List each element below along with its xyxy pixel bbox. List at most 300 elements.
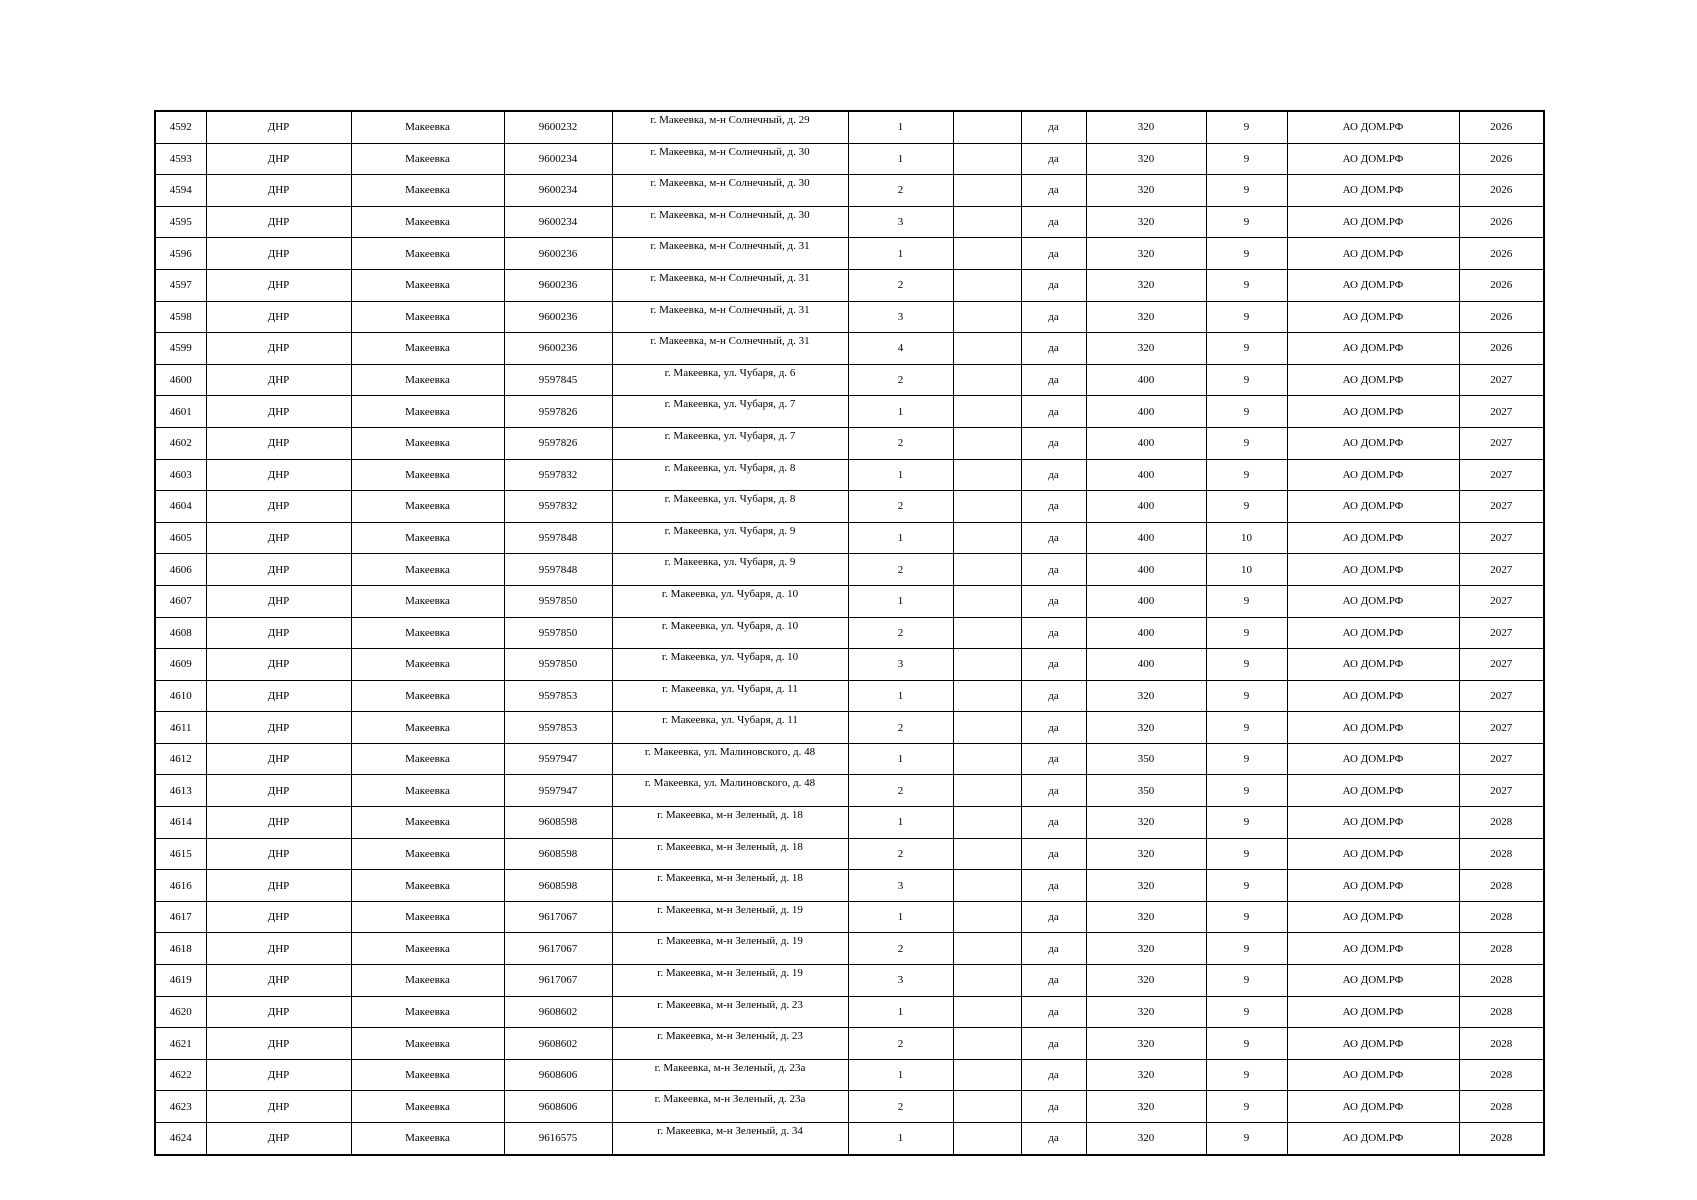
address-cell: г. Макеевка, ул. Малиновского, д. 48 <box>612 743 848 775</box>
empty-cell <box>953 933 1021 965</box>
region-cell: ДНР <box>206 459 351 491</box>
value-cell: 320 <box>1086 333 1206 365</box>
year-cell: 2028 <box>1459 807 1544 839</box>
value-cell: 320 <box>1086 870 1206 902</box>
value-cell: 400 <box>1086 522 1206 554</box>
entrance-cell: 1 <box>848 901 953 933</box>
entrance-cell: 1 <box>848 522 953 554</box>
entrance-cell: 1 <box>848 1123 953 1155</box>
row-number-cell: 4592 <box>155 111 206 143</box>
address-cell: г. Макеевка, ул. Чубаря, д. 9 <box>612 522 848 554</box>
row-number-cell: 4613 <box>155 775 206 807</box>
city-cell: Макеевка <box>351 301 504 333</box>
table-row <box>155 933 1544 965</box>
flag-cell: да <box>1021 396 1086 428</box>
house-id-cell: 9600236 <box>504 301 612 333</box>
count-cell: 9 <box>1206 649 1287 681</box>
flag-cell: да <box>1021 649 1086 681</box>
address-cell: г. Макеевка, м-н Солнечный, д. 31 <box>612 238 848 270</box>
region-cell: ДНР <box>206 491 351 523</box>
year-cell: 2028 <box>1459 933 1544 965</box>
empty-cell <box>953 143 1021 175</box>
value-cell: 350 <box>1086 743 1206 775</box>
region-cell: ДНР <box>206 870 351 902</box>
address-cell: г. Макеевка, м-н Зеленый, д. 18 <box>612 807 848 839</box>
house-id-cell: 9617067 <box>504 933 612 965</box>
row-number-cell: 4614 <box>155 807 206 839</box>
empty-cell <box>953 775 1021 807</box>
count-cell: 9 <box>1206 111 1287 143</box>
value-cell: 320 <box>1086 901 1206 933</box>
year-cell: 2027 <box>1459 554 1544 586</box>
year-cell: 2028 <box>1459 1028 1544 1060</box>
house-id-cell: 9600234 <box>504 143 612 175</box>
year-cell: 2027 <box>1459 522 1544 554</box>
empty-cell <box>953 680 1021 712</box>
empty-cell <box>953 396 1021 428</box>
entrance-cell: 1 <box>848 143 953 175</box>
region-cell: ДНР <box>206 775 351 807</box>
empty-cell <box>953 459 1021 491</box>
count-cell: 9 <box>1206 364 1287 396</box>
operator-cell: АО ДОМ.РФ <box>1287 269 1459 301</box>
city-cell: Макеевка <box>351 680 504 712</box>
count-cell: 9 <box>1206 333 1287 365</box>
entrance-cell: 2 <box>848 933 953 965</box>
region-cell: ДНР <box>206 1123 351 1155</box>
empty-cell <box>953 649 1021 681</box>
row-number-cell: 4622 <box>155 1059 206 1091</box>
count-cell: 9 <box>1206 712 1287 744</box>
year-cell: 2026 <box>1459 111 1544 143</box>
house-id-cell: 9617067 <box>504 901 612 933</box>
empty-cell <box>953 269 1021 301</box>
address-cell: г. Макеевка, м-н Зеленый, д. 23а <box>612 1059 848 1091</box>
value-cell: 320 <box>1086 680 1206 712</box>
entrance-cell: 2 <box>848 491 953 523</box>
house-id-cell: 9597853 <box>504 680 612 712</box>
year-cell: 2028 <box>1459 838 1544 870</box>
address-cell: г. Макеевка, ул. Чубаря, д. 7 <box>612 396 848 428</box>
table-row <box>155 617 1544 649</box>
city-cell: Макеевка <box>351 522 504 554</box>
flag-cell: да <box>1021 838 1086 870</box>
house-id-cell: 9597826 <box>504 396 612 428</box>
year-cell: 2026 <box>1459 333 1544 365</box>
address-cell: г. Макеевка, м-н Солнечный, д. 31 <box>612 269 848 301</box>
city-cell: Макеевка <box>351 617 504 649</box>
year-cell: 2027 <box>1459 491 1544 523</box>
region-cell: ДНР <box>206 143 351 175</box>
table-row <box>155 333 1544 365</box>
region-cell: ДНР <box>206 649 351 681</box>
row-number-cell: 4599 <box>155 333 206 365</box>
city-cell: Макеевка <box>351 459 504 491</box>
city-cell: Макеевка <box>351 933 504 965</box>
address-cell: г. Макеевка, ул. Чубаря, д. 11 <box>612 712 848 744</box>
address-cell: г. Макеевка, м-н Зеленый, д. 18 <box>612 838 848 870</box>
value-cell: 320 <box>1086 1059 1206 1091</box>
city-cell: Макеевка <box>351 965 504 997</box>
region-cell: ДНР <box>206 585 351 617</box>
entrance-cell: 3 <box>848 965 953 997</box>
address-cell: г. Макеевка, м-н Солнечный, д. 29 <box>612 111 848 143</box>
region-cell: ДНР <box>206 238 351 270</box>
entrance-cell: 2 <box>848 617 953 649</box>
count-cell: 9 <box>1206 1059 1287 1091</box>
count-cell: 9 <box>1206 680 1287 712</box>
house-id-cell: 9600236 <box>504 269 612 301</box>
year-cell: 2026 <box>1459 238 1544 270</box>
entrance-cell: 1 <box>848 743 953 775</box>
empty-cell <box>953 585 1021 617</box>
table-row <box>155 364 1544 396</box>
address-cell: г. Макеевка, м-н Зеленый, д. 19 <box>612 933 848 965</box>
empty-cell <box>953 838 1021 870</box>
flag-cell: да <box>1021 111 1086 143</box>
empty-cell <box>953 743 1021 775</box>
row-number-cell: 4603 <box>155 459 206 491</box>
house-id-cell: 9600234 <box>504 206 612 238</box>
value-cell: 320 <box>1086 965 1206 997</box>
address-cell: г. Макеевка, ул. Чубаря, д. 9 <box>612 554 848 586</box>
region-cell: ДНР <box>206 206 351 238</box>
city-cell: Макеевка <box>351 1091 504 1123</box>
flag-cell: да <box>1021 333 1086 365</box>
year-cell: 2028 <box>1459 965 1544 997</box>
entrance-cell: 1 <box>848 807 953 839</box>
count-cell: 9 <box>1206 206 1287 238</box>
count-cell: 9 <box>1206 396 1287 428</box>
region-cell: ДНР <box>206 111 351 143</box>
entrance-cell: 1 <box>848 1059 953 1091</box>
house-id-cell: 9600236 <box>504 238 612 270</box>
address-cell: г. Макеевка, м-н Зеленый, д. 19 <box>612 965 848 997</box>
house-id-cell: 9597947 <box>504 775 612 807</box>
region-cell: ДНР <box>206 396 351 428</box>
empty-cell <box>953 1123 1021 1155</box>
empty-cell <box>953 522 1021 554</box>
region-cell: ДНР <box>206 333 351 365</box>
empty-cell <box>953 1091 1021 1123</box>
house-id-cell: 9608598 <box>504 807 612 839</box>
data-table <box>154 110 1545 1156</box>
entrance-cell: 2 <box>848 838 953 870</box>
year-cell: 2026 <box>1459 143 1544 175</box>
house-id-cell: 9597826 <box>504 427 612 459</box>
address-cell: г. Макеевка, ул. Чубаря, д. 7 <box>612 427 848 459</box>
table-row <box>155 111 1544 143</box>
city-cell: Макеевка <box>351 1123 504 1155</box>
city-cell: Макеевка <box>351 585 504 617</box>
operator-cell: АО ДОМ.РФ <box>1287 1091 1459 1123</box>
address-cell: г. Макеевка, ул. Чубаря, д. 6 <box>612 364 848 396</box>
table-body <box>155 111 1544 1155</box>
address-cell: г. Макеевка, м-н Солнечный, д. 31 <box>612 333 848 365</box>
year-cell: 2026 <box>1459 301 1544 333</box>
operator-cell: АО ДОМ.РФ <box>1287 996 1459 1028</box>
entrance-cell: 1 <box>848 238 953 270</box>
entrance-cell: 2 <box>848 427 953 459</box>
value-cell: 320 <box>1086 712 1206 744</box>
address-cell: г. Макеевка, ул. Чубаря, д. 10 <box>612 585 848 617</box>
city-cell: Макеевка <box>351 364 504 396</box>
row-number-cell: 4624 <box>155 1123 206 1155</box>
flag-cell: да <box>1021 1028 1086 1060</box>
operator-cell: АО ДОМ.РФ <box>1287 965 1459 997</box>
count-cell: 9 <box>1206 617 1287 649</box>
house-id-cell: 9600234 <box>504 175 612 207</box>
city-cell: Макеевка <box>351 111 504 143</box>
year-cell: 2028 <box>1459 1123 1544 1155</box>
address-cell: г. Макеевка, ул. Чубаря, д. 10 <box>612 649 848 681</box>
flag-cell: да <box>1021 617 1086 649</box>
house-id-cell: 9608598 <box>504 838 612 870</box>
address-cell: г. Макеевка, ул. Чубаря, д. 8 <box>612 459 848 491</box>
city-cell: Макеевка <box>351 175 504 207</box>
row-number-cell: 4621 <box>155 1028 206 1060</box>
count-cell: 9 <box>1206 1123 1287 1155</box>
value-cell: 320 <box>1086 143 1206 175</box>
operator-cell: АО ДОМ.РФ <box>1287 175 1459 207</box>
empty-cell <box>953 175 1021 207</box>
empty-cell <box>953 206 1021 238</box>
empty-cell <box>953 712 1021 744</box>
city-cell: Макеевка <box>351 333 504 365</box>
city-cell: Макеевка <box>351 712 504 744</box>
value-cell: 400 <box>1086 649 1206 681</box>
flag-cell: да <box>1021 301 1086 333</box>
operator-cell: АО ДОМ.РФ <box>1287 238 1459 270</box>
city-cell: Макеевка <box>351 838 504 870</box>
count-cell: 9 <box>1206 459 1287 491</box>
address-cell: г. Макеевка, м-н Зеленый, д. 23 <box>612 996 848 1028</box>
entrance-cell: 3 <box>848 870 953 902</box>
house-id-cell: 9616575 <box>504 1123 612 1155</box>
region-cell: ДНР <box>206 1059 351 1091</box>
city-cell: Макеевка <box>351 554 504 586</box>
row-number-cell: 4611 <box>155 712 206 744</box>
flag-cell: да <box>1021 901 1086 933</box>
row-number-cell: 4600 <box>155 364 206 396</box>
table-row <box>155 269 1544 301</box>
empty-cell <box>953 333 1021 365</box>
table-row <box>155 491 1544 523</box>
row-number-cell: 4597 <box>155 269 206 301</box>
entrance-cell: 3 <box>848 649 953 681</box>
city-cell: Макеевка <box>351 775 504 807</box>
entrance-cell: 2 <box>848 712 953 744</box>
table-row <box>155 1091 1544 1123</box>
operator-cell: АО ДОМ.РФ <box>1287 459 1459 491</box>
city-cell: Макеевка <box>351 238 504 270</box>
address-cell: г. Макеевка, ул. Чубаря, д. 8 <box>612 491 848 523</box>
city-cell: Макеевка <box>351 206 504 238</box>
city-cell: Макеевка <box>351 743 504 775</box>
empty-cell <box>953 427 1021 459</box>
row-number-cell: 4593 <box>155 143 206 175</box>
empty-cell <box>953 491 1021 523</box>
flag-cell: да <box>1021 238 1086 270</box>
row-number-cell: 4594 <box>155 175 206 207</box>
city-cell: Макеевка <box>351 143 504 175</box>
flag-cell: да <box>1021 522 1086 554</box>
count-cell: 9 <box>1206 427 1287 459</box>
row-number-cell: 4608 <box>155 617 206 649</box>
flag-cell: да <box>1021 585 1086 617</box>
house-id-cell: 9597845 <box>504 364 612 396</box>
house-id-cell: 9608602 <box>504 1028 612 1060</box>
value-cell: 400 <box>1086 427 1206 459</box>
entrance-cell: 2 <box>848 175 953 207</box>
operator-cell: АО ДОМ.РФ <box>1287 491 1459 523</box>
region-cell: ДНР <box>206 617 351 649</box>
empty-cell <box>953 807 1021 839</box>
entrance-cell: 2 <box>848 1028 953 1060</box>
value-cell: 320 <box>1086 838 1206 870</box>
count-cell: 9 <box>1206 807 1287 839</box>
entrance-cell: 2 <box>848 364 953 396</box>
region-cell: ДНР <box>206 269 351 301</box>
operator-cell: АО ДОМ.РФ <box>1287 775 1459 807</box>
table-row <box>155 175 1544 207</box>
year-cell: 2027 <box>1459 585 1544 617</box>
region-cell: ДНР <box>206 1028 351 1060</box>
house-id-cell: 9597850 <box>504 617 612 649</box>
empty-cell <box>953 617 1021 649</box>
operator-cell: АО ДОМ.РФ <box>1287 522 1459 554</box>
row-number-cell: 4620 <box>155 996 206 1028</box>
table-row <box>155 870 1544 902</box>
table-row <box>155 1059 1544 1091</box>
value-cell: 320 <box>1086 206 1206 238</box>
flag-cell: да <box>1021 680 1086 712</box>
flag-cell: да <box>1021 459 1086 491</box>
entrance-cell: 1 <box>848 111 953 143</box>
region-cell: ДНР <box>206 901 351 933</box>
row-number-cell: 4623 <box>155 1091 206 1123</box>
value-cell: 400 <box>1086 459 1206 491</box>
region-cell: ДНР <box>206 1091 351 1123</box>
operator-cell: АО ДОМ.РФ <box>1287 680 1459 712</box>
count-cell: 9 <box>1206 775 1287 807</box>
operator-cell: АО ДОМ.РФ <box>1287 143 1459 175</box>
empty-cell <box>953 364 1021 396</box>
entrance-cell: 1 <box>848 396 953 428</box>
year-cell: 2026 <box>1459 206 1544 238</box>
operator-cell: АО ДОМ.РФ <box>1287 807 1459 839</box>
value-cell: 320 <box>1086 807 1206 839</box>
flag-cell: да <box>1021 933 1086 965</box>
year-cell: 2027 <box>1459 743 1544 775</box>
value-cell: 320 <box>1086 238 1206 270</box>
empty-cell <box>953 554 1021 586</box>
entrance-cell: 2 <box>848 1091 953 1123</box>
flag-cell: да <box>1021 743 1086 775</box>
year-cell: 2026 <box>1459 175 1544 207</box>
value-cell: 400 <box>1086 396 1206 428</box>
operator-cell: АО ДОМ.РФ <box>1287 301 1459 333</box>
region-cell: ДНР <box>206 522 351 554</box>
region-cell: ДНР <box>206 301 351 333</box>
address-cell: г. Макеевка, м-н Зеленый, д. 18 <box>612 870 848 902</box>
table-row <box>155 807 1544 839</box>
entrance-cell: 1 <box>848 585 953 617</box>
empty-cell <box>953 111 1021 143</box>
house-id-cell: 9597850 <box>504 585 612 617</box>
operator-cell: АО ДОМ.РФ <box>1287 933 1459 965</box>
flag-cell: да <box>1021 1123 1086 1155</box>
row-number-cell: 4619 <box>155 965 206 997</box>
operator-cell: АО ДОМ.РФ <box>1287 396 1459 428</box>
row-number-cell: 4604 <box>155 491 206 523</box>
operator-cell: АО ДОМ.РФ <box>1287 427 1459 459</box>
empty-cell <box>953 965 1021 997</box>
value-cell: 320 <box>1086 996 1206 1028</box>
entrance-cell: 1 <box>848 996 953 1028</box>
house-id-cell: 9617067 <box>504 965 612 997</box>
flag-cell: да <box>1021 364 1086 396</box>
year-cell: 2027 <box>1459 459 1544 491</box>
city-cell: Макеевка <box>351 491 504 523</box>
table-row <box>155 649 1544 681</box>
region-cell: ДНР <box>206 965 351 997</box>
empty-cell <box>953 1028 1021 1060</box>
flag-cell: да <box>1021 427 1086 459</box>
year-cell: 2027 <box>1459 396 1544 428</box>
value-cell: 350 <box>1086 775 1206 807</box>
row-number-cell: 4612 <box>155 743 206 775</box>
table-row <box>155 838 1544 870</box>
empty-cell <box>953 301 1021 333</box>
value-cell: 320 <box>1086 933 1206 965</box>
operator-cell: АО ДОМ.РФ <box>1287 206 1459 238</box>
year-cell: 2026 <box>1459 269 1544 301</box>
city-cell: Макеевка <box>351 996 504 1028</box>
entrance-cell: 2 <box>848 554 953 586</box>
count-cell: 10 <box>1206 522 1287 554</box>
address-cell: г. Макеевка, ул. Чубаря, д. 10 <box>612 617 848 649</box>
flag-cell: да <box>1021 965 1086 997</box>
house-id-cell: 9597832 <box>504 491 612 523</box>
year-cell: 2027 <box>1459 649 1544 681</box>
operator-cell: АО ДОМ.РФ <box>1287 838 1459 870</box>
address-cell: г. Макеевка, ул. Малиновского, д. 48 <box>612 775 848 807</box>
operator-cell: АО ДОМ.РФ <box>1287 1028 1459 1060</box>
table-row <box>155 396 1544 428</box>
row-number-cell: 4607 <box>155 585 206 617</box>
count-cell: 10 <box>1206 554 1287 586</box>
address-cell: г. Макеевка, м-н Солнечный, д. 30 <box>612 175 848 207</box>
table-row <box>155 459 1544 491</box>
region-cell: ДНР <box>206 933 351 965</box>
year-cell: 2028 <box>1459 1091 1544 1123</box>
entrance-cell: 1 <box>848 680 953 712</box>
region-cell: ДНР <box>206 838 351 870</box>
flag-cell: да <box>1021 1059 1086 1091</box>
operator-cell: АО ДОМ.РФ <box>1287 1123 1459 1155</box>
empty-cell <box>953 1059 1021 1091</box>
table-row <box>155 301 1544 333</box>
value-cell: 400 <box>1086 554 1206 586</box>
city-cell: Макеевка <box>351 396 504 428</box>
operator-cell: АО ДОМ.РФ <box>1287 901 1459 933</box>
city-cell: Макеевка <box>351 870 504 902</box>
flag-cell: да <box>1021 870 1086 902</box>
house-id-cell: 9600236 <box>504 333 612 365</box>
empty-cell <box>953 996 1021 1028</box>
city-cell: Макеевка <box>351 269 504 301</box>
